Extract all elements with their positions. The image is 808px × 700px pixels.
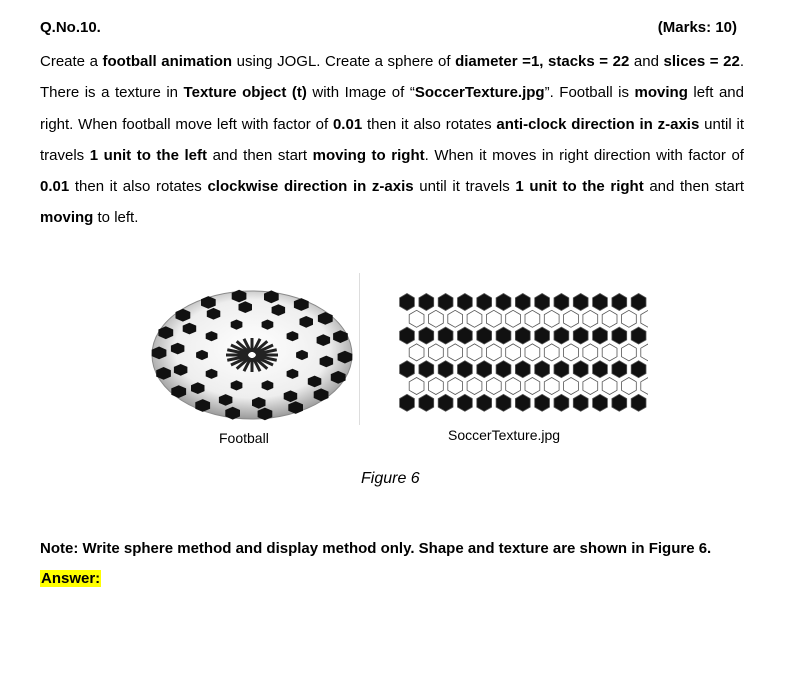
texture-hexagon	[602, 378, 617, 395]
texture-hexagon	[554, 361, 569, 378]
texture-hexagon	[467, 310, 482, 327]
texture-hexagon	[429, 378, 444, 395]
texture-hexagon	[622, 344, 637, 361]
texture-hexagon	[477, 294, 492, 311]
texture-hexagon	[496, 294, 511, 311]
texture-hexagon	[400, 394, 415, 411]
texture-hexagon	[400, 327, 415, 344]
texture-hexagon	[631, 361, 646, 378]
question-segment: 0.01	[40, 178, 70, 196]
question-segment: until it travels	[40, 115, 744, 164]
texture-hexagon	[612, 361, 627, 378]
figure-divider	[359, 273, 360, 425]
question-segment: using JOGL. Create a sphere of	[232, 53, 456, 70]
question-segment: ”. Football is	[544, 84, 635, 102]
question-segment: SoccerTexture.jpg	[414, 84, 545, 102]
question-segment: moving	[634, 84, 688, 102]
texture-hexagon	[593, 294, 608, 311]
question-header	[40, 19, 737, 41]
question-segment: Create a	[40, 53, 103, 70]
question-segment: 1 unit to the right	[515, 178, 644, 196]
texture-hexagon	[419, 294, 434, 311]
texture-hexagon	[564, 344, 579, 361]
answer-label: Answer:	[41, 570, 101, 587]
texture-hexagon	[438, 361, 453, 378]
texture-hexagon	[583, 310, 598, 327]
texture-hexagon	[448, 378, 463, 395]
texture-hexagon	[409, 378, 424, 395]
texture-hexagon	[486, 310, 501, 327]
texture-hexagon	[477, 394, 492, 411]
texture-hexagon	[544, 344, 559, 361]
texture-hexagon	[506, 344, 521, 361]
question-segment: clockwise direction in z-axis	[207, 178, 414, 196]
question-segment: football animation	[102, 53, 233, 70]
texture-hexagon	[544, 378, 559, 395]
texture-hexagon	[515, 394, 530, 411]
texture-hexagon	[593, 394, 608, 411]
question-segment: until it travels	[413, 178, 516, 196]
texture-hexagon	[458, 327, 473, 344]
texture-hexagon	[583, 344, 598, 361]
texture-hexagon	[448, 344, 463, 361]
texture-hexagon	[612, 394, 627, 411]
texture-hexagon	[622, 378, 637, 395]
texture-hexagon	[564, 378, 579, 395]
texture-hexagon	[496, 394, 511, 411]
question-marks: (Marks: 10)	[657, 19, 737, 36]
texture-hexagon	[544, 310, 559, 327]
texture-hexagon	[593, 361, 608, 378]
texture-hexagon	[573, 327, 588, 344]
texture-hexagon	[535, 327, 550, 344]
question-segment: 0.01	[332, 115, 363, 133]
texture-hexagon	[515, 327, 530, 344]
texture-hexagon	[458, 294, 473, 311]
texture-hexagon	[486, 344, 501, 361]
question-segment: diameter =1, stacks = 22	[455, 53, 630, 70]
texture-hexagon	[554, 294, 569, 311]
texture-hexagon	[593, 327, 608, 344]
texture-hexagon	[419, 361, 434, 378]
texture-hexagon	[458, 394, 473, 411]
texture-hexagon	[400, 294, 415, 311]
texture-hexagon	[419, 394, 434, 411]
question-segment: then it also rotates	[69, 178, 208, 196]
texture-hexagon	[535, 361, 550, 378]
texture-hexagon	[429, 310, 444, 327]
texture-hexagon	[631, 327, 646, 344]
texture-hexagon	[467, 344, 482, 361]
question-segment: anti-clock direction in z-axis	[496, 115, 700, 133]
texture-hexagon	[564, 310, 579, 327]
texture-hexagon	[622, 310, 637, 327]
texture-hexagon	[486, 378, 501, 395]
texture-hexagon	[535, 294, 550, 311]
question-segment: and then start	[207, 146, 313, 164]
texture-caption: SoccerTexture.jpg	[448, 427, 561, 443]
question-segment: 1 unit to the left	[89, 146, 207, 164]
texture-hexagon	[631, 294, 646, 311]
question-number: Q.No.10.	[40, 19, 101, 36]
football-caption: Football	[219, 430, 269, 446]
question-segment: slices = 22	[663, 53, 740, 70]
texture-hexagon	[409, 310, 424, 327]
question-segment: moving to right	[312, 146, 425, 164]
texture-hexagon	[506, 378, 521, 395]
question-segment: Texture object (t)	[183, 84, 307, 102]
texture-hexagon	[477, 361, 492, 378]
question-segment: to left.	[93, 209, 139, 227]
texture-hexagon	[525, 310, 540, 327]
question-segment: with Image of “	[306, 84, 415, 102]
texture-hexagon	[554, 394, 569, 411]
question-segment: . There is a texture in	[40, 53, 744, 102]
question-segment: moving	[40, 209, 94, 227]
football-image	[150, 288, 355, 423]
texture-hexagon	[573, 294, 588, 311]
texture-hexagon	[583, 378, 598, 395]
texture-hexagon	[429, 344, 444, 361]
texture-hexagon	[506, 310, 521, 327]
question-segment: left and right. When football move left with factor of	[40, 84, 744, 133]
question-paragraph	[40, 46, 744, 234]
texture-hexagon	[535, 394, 550, 411]
question-segment: and	[629, 53, 664, 70]
texture-hexagon	[477, 327, 492, 344]
texture-hexagon	[419, 327, 434, 344]
soccer-texture-image	[398, 292, 648, 414]
texture-hexagon	[525, 378, 540, 395]
question-text	[40, 46, 744, 234]
texture-hexagon	[458, 361, 473, 378]
texture-hexagon	[467, 378, 482, 395]
texture-hexagon	[612, 294, 627, 311]
texture-hexagon	[602, 344, 617, 361]
question-segment: then it also rotates	[362, 115, 497, 133]
texture-hexagon	[448, 310, 463, 327]
texture-hexagon	[573, 361, 588, 378]
texture-hexagon	[409, 344, 424, 361]
texture-hexagon	[602, 310, 617, 327]
figure-label: Figure 6	[361, 470, 420, 487]
texture-hexagon	[554, 327, 569, 344]
texture-hexagon	[438, 394, 453, 411]
texture-hexagon	[496, 327, 511, 344]
note-text: Note: Write sphere method and display method only. Shape and texture are shown in Figure 6.	[40, 540, 712, 557]
texture-hexagon	[612, 327, 627, 344]
question-segment: and then start	[643, 178, 745, 196]
texture-hexagon	[438, 327, 453, 344]
texture-hexagon	[496, 361, 511, 378]
texture-hexagon	[400, 361, 415, 378]
texture-hexagon	[515, 361, 530, 378]
texture-hexagon	[438, 294, 453, 311]
texture-hexagon	[631, 394, 646, 411]
texture-hexagon	[525, 344, 540, 361]
texture-hexagon	[515, 294, 530, 311]
texture-hexagon	[573, 394, 588, 411]
question-segment: . When it moves in right direction with factor of	[424, 146, 744, 164]
